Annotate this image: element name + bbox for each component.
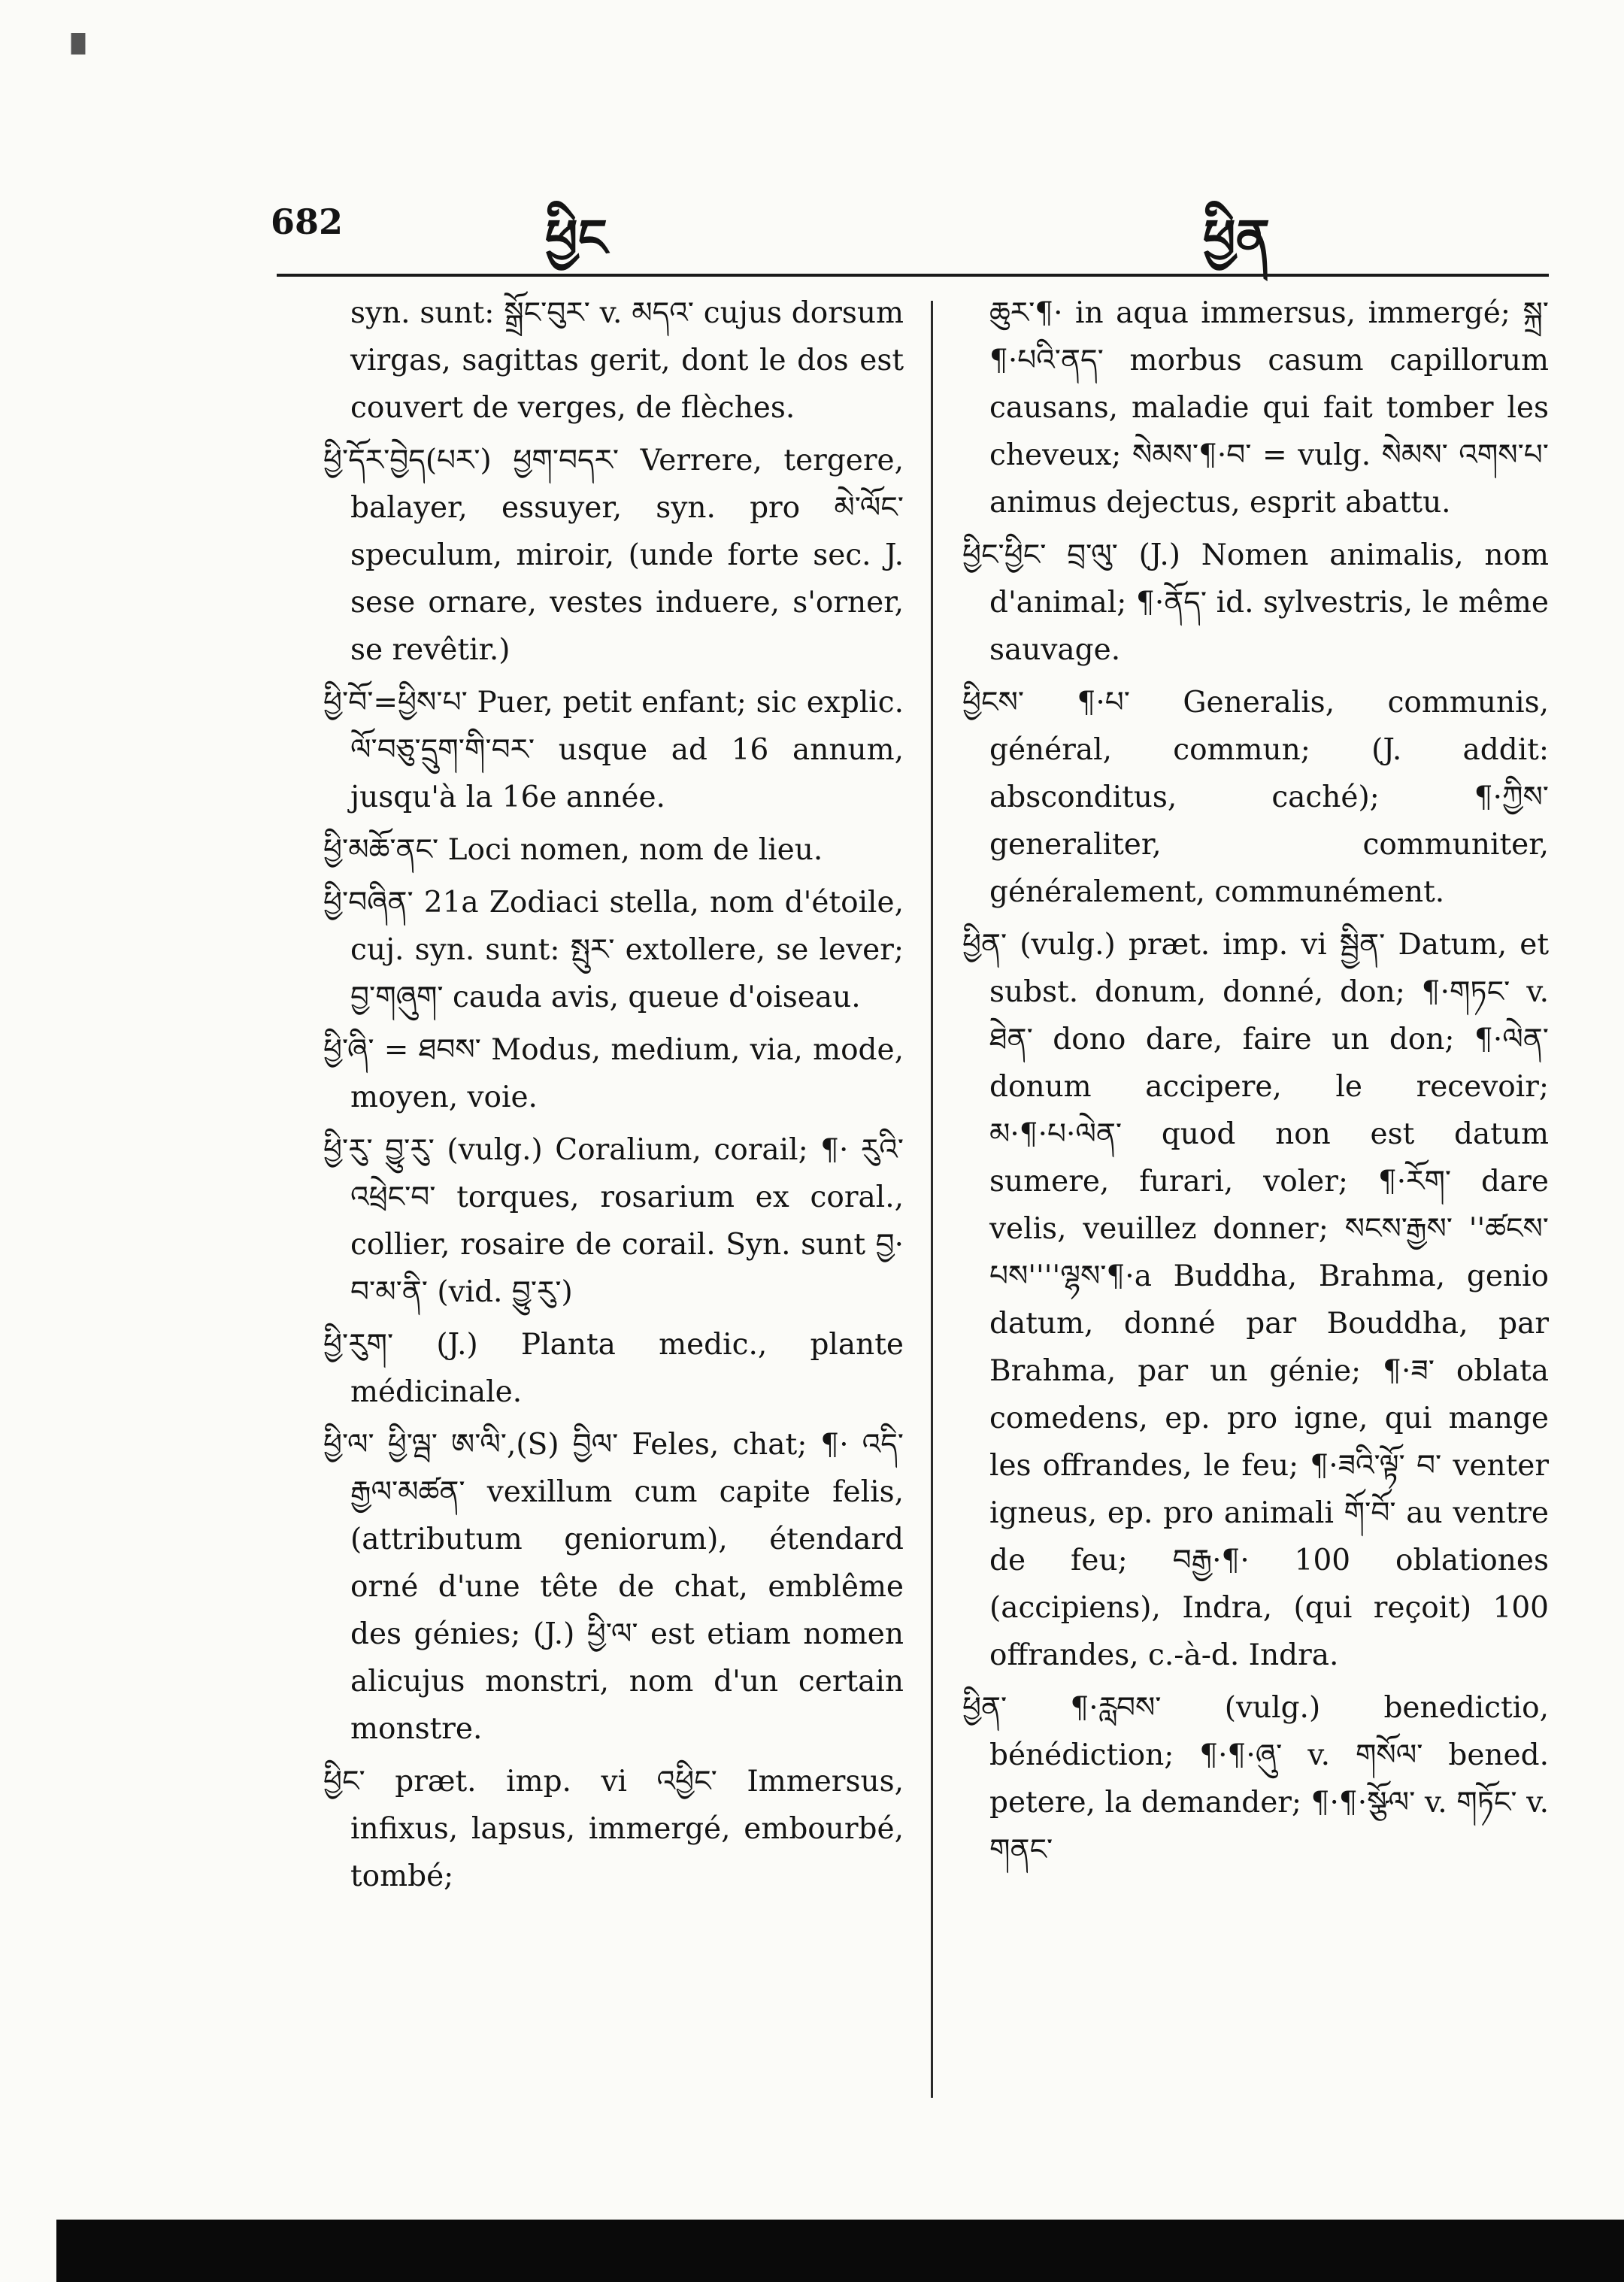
dictionary-entry: syn. sunt: སྒྲོང་བུར་ v. མདའ་ cujus dorsum virgas, sagittas gerit, dont le dos est couvert de verges, de flèches. <box>350 296 904 425</box>
dictionary-entry: ཕྱི་རུ་ བྱུ་རུ་ (vulg.) Coralium, corail; ¶· རུའི་འཕྲེང་བ་ torques, rosarium ex coral., collier, rosaire de corail. Syn. sunt བྱ· བ་མ་ནི་ (vid. བྱུ་རུ་) <box>323 1133 904 1309</box>
left-column <box>323 289 904 1905</box>
dictionary-entry: ཕྱིན་ (vulg.) præt. imp. vi སྦྱིན་ Datum, et subst. donum, donné, don; ¶·གཏང་ v. ཐེན་ dono dare, faire un don; ¶·ལེན་ donum accipere, le recevoir; མ·¶·པ·ལེན་ quod non est datum sumere, furari, voler; ¶·རོག་ dare velis, veuillez donner; སངས་རྒྱས་ ''ཚངས་པས''''ལྷས་¶·a Buddha, Brahma, genio datum, donné par Bouddha, par Brahma, par un génie; ¶·ཟ་ oblata comedens, ep. pro igne, qui mange les offrandes, le feu; ¶·ཟའི་ལྟོ་ བ་ venter igneus, ep. pro animali གོ་བོ་ au ventre de feu; བརྒྱ·¶· 100 oblationes (accipiens), Indra, (qui reçoit) 100 offrandes, c.-à-d. Indra. <box>962 928 1549 1672</box>
dictionary-entry: ཕྱི་ལ་ ཕྱི་ལྦ་ ཨ་ལི་,(S) བྱིལ་ Feles, chat; ¶· འདི་རྒྱལ་མཚན་ vexillum cum capite felis, (attributum geniorum), étendard orné d'une tête de chat, emblême des génies; (J.) ཕྱི་ལ་ est etiam nomen alicujus monstri, nom d'un certain monstre. <box>323 1428 904 1746</box>
running-head-left: ཕྱིང <box>545 208 607 268</box>
page-number: 682 <box>271 202 344 242</box>
scan-bottom-band <box>56 2220 1624 2282</box>
dictionary-entry: ཕྱི་ཞི་ = ཐབས་ Modus, medium, via, mode, moyen, voie. <box>323 1033 904 1114</box>
header-rule <box>277 274 1549 277</box>
dictionary-entry: ཆུར་¶· in aqua immersus, immergé; སྐྲ་¶·པའི་ནད་ morbus casum capillorum causans, maladie qui fait tomber les cheveux; སེམས་¶·བ་ = vulg. སེམས་ འགས་པ་ animus dejectus, esprit abattu. <box>989 296 1549 520</box>
dictionary-entry: ཕྱི་བོ་=ཕྱིས་པ་ Puer, petit enfant; sic explic. ལོ་བཅུ་དྲུག་གི་བར་ usque ad 16 annum, jusqu'à la 16e année. <box>323 686 904 814</box>
dictionary-entry: ཕྱི་མཆོ་ནང་ Loci nomen, nom de lieu. <box>323 833 823 867</box>
dictionary-entry: ཕྱི་རུག་ (J.) Planta medic., plante médicinale. <box>323 1328 904 1409</box>
dictionary-entry: ཕྱིང་ཕྱིང་ བྲ་ལུ་ (J.) Nomen animalis, nom d'animal; ¶·ནོད་ id. sylvestris, le même sauvage. <box>962 538 1549 667</box>
dictionary-entry: ཕྱིངས་ ¶·པ་ Generalis, communis, général, commun; (J. addit: absconditus, caché); ¶·ཀྱིས་ generaliter, communiter, généralement, communément. <box>962 686 1549 909</box>
scan-corner-mark: ▘ <box>71 34 99 76</box>
column-divider <box>931 301 933 2098</box>
running-head-right: ཕྱིན <box>1203 208 1270 268</box>
dictionary-entry: ཕྱིན་ ¶·རླབས་ (vulg.) benedictio, bénédiction; ¶·¶·ཞུ་ v. གསོལ་ bened. petere, la demander; ¶·¶·སྩོལ་ v. གཏོང་ v. གནང་ <box>962 1691 1549 1867</box>
dictionary-entry: ཕྱི་བཞིན་ 21a Zodiaci stella, nom d'étoile, cuj. syn. sunt: སྤུར་ extollere, se lever; བྱ་གཞུག་ cauda avis, queue d'oiseau. <box>323 886 904 1014</box>
dictionary-entry: ཕྱིང་ præt. imp. vi འཕྱིང་ Immersus, infixus, lapsus, immergé, embourbé, tombé; <box>323 1765 904 1893</box>
right-column <box>962 289 1549 1879</box>
dictionary-entry: ཕྱི་དོར་བྱེད(པར་) ཕྱག་བདར་ Verrere, tergere, balayer, essuyer, syn. pro མེ་ལོང་ speculum, miroir, (unde forte sec. J. sese ornare, vestes induere, s'orner, se revêtir.) <box>323 444 904 667</box>
